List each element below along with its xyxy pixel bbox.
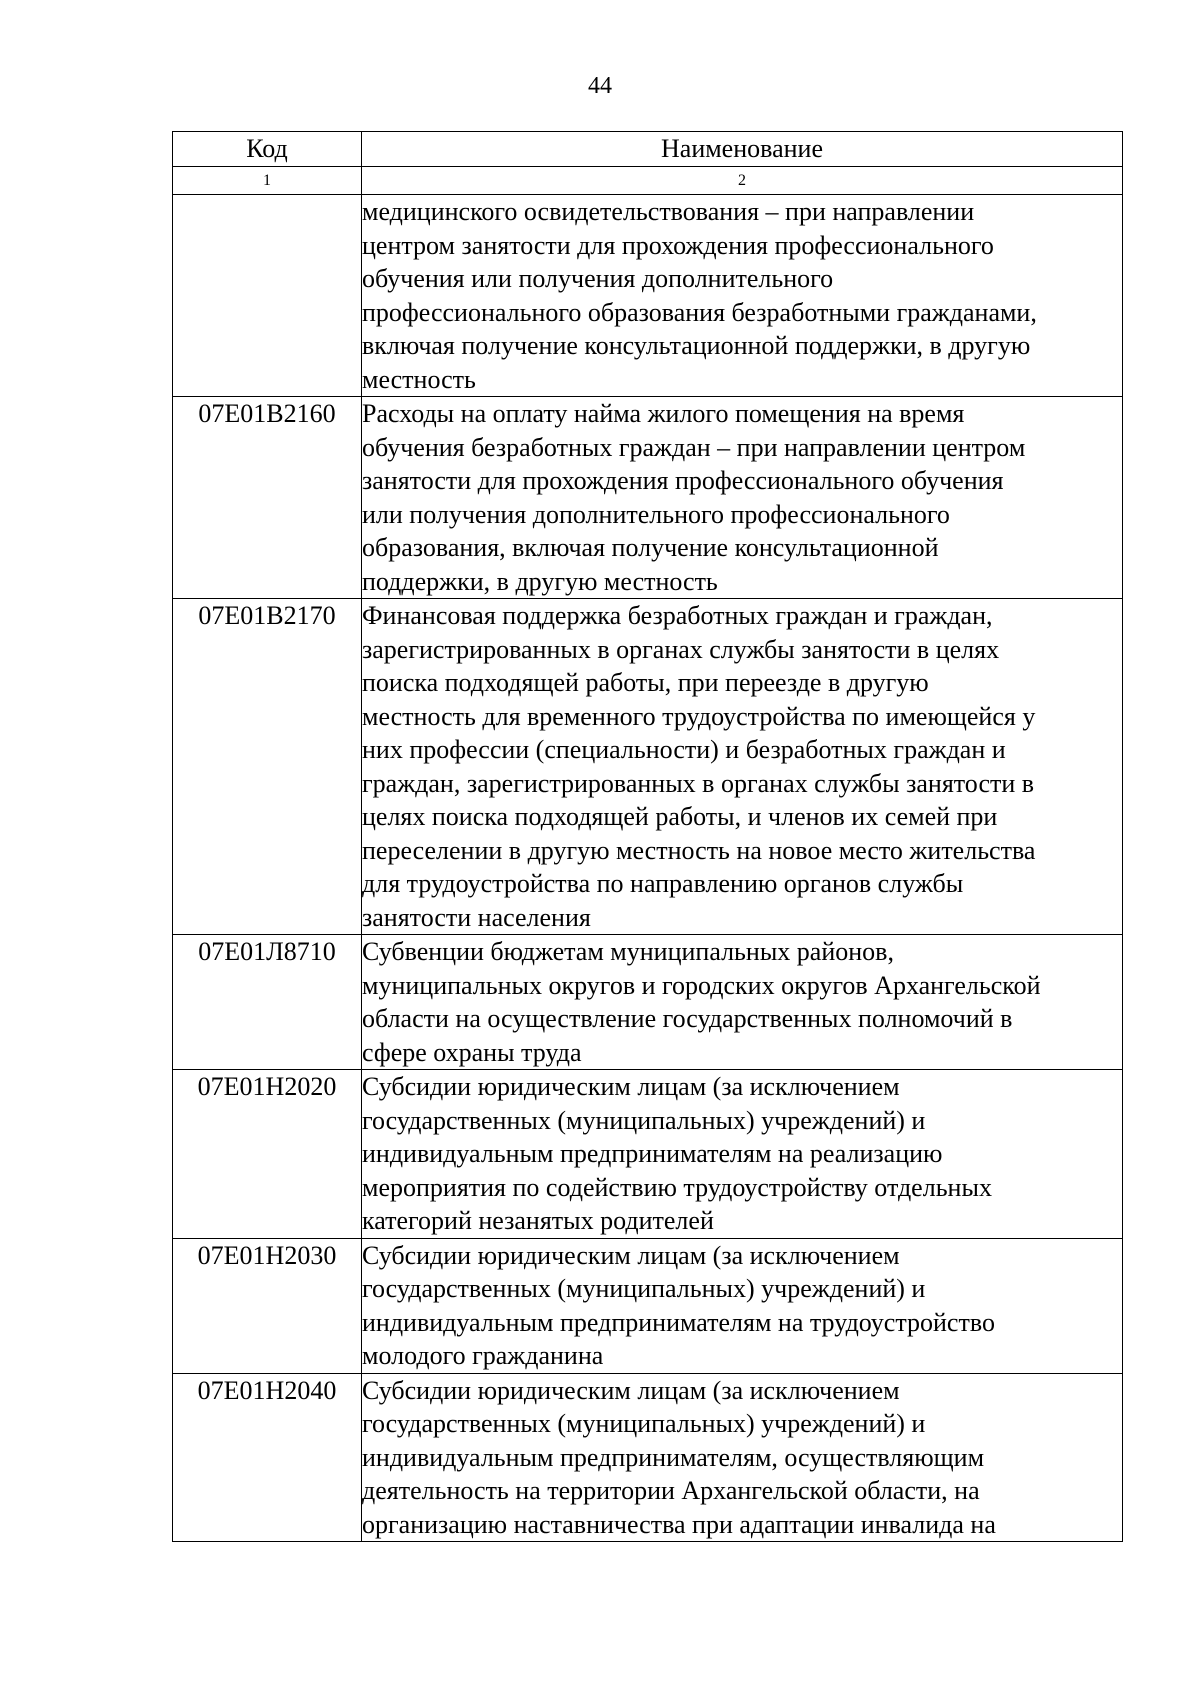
row-name [362,1238,1123,1373]
column-number-code: 1 [173,167,362,195]
row-name-line: деятельность на территории Архангельской области, на [362,1476,980,1505]
table-body [173,195,1123,1542]
table-header [173,132,1123,195]
row-name-line: Субсидии юридическим лицам (за исключением [362,1375,900,1405]
row-name [362,195,1123,397]
row-name-line: индивидуальным предпринимателям, осуществляющим [362,1442,985,1472]
row-name-line: Субсидии юридическим лицам (за исключением [362,1072,900,1101]
row-code [173,195,362,397]
row-name-line: Субсидии юридическим лицам (за исключением [362,1240,900,1270]
row-name-line: поддержки, в другую местность [362,566,718,596]
row-name-line: категорий незанятых родителей [362,1206,714,1235]
row-name-line: Субвенции бюджетам муниципальных районов, [362,937,894,966]
row-name-line: организацию наставничества при адаптации инвалида на [362,1509,996,1539]
row-name-line: занятости населения [362,902,591,932]
row-name-line: или получения дополнительного профессионального [362,499,950,529]
table-row [173,599,1123,935]
row-name-line: переселении в другую местность на новое место жительства [362,835,1036,865]
row-code: 07Е01Н2030 [173,1238,362,1373]
column-number-row [173,167,1123,195]
row-name-line: государственных (муниципальных) учреждений) и [362,1274,926,1303]
row-name-line: государственных (муниципальных) учреждений) и [362,1105,926,1135]
row-name-line: муниципальных округов и городских округов Архангельской [362,970,1041,1000]
row-name-line: целях поиска подходящей работы, и членов их семей при [362,802,998,831]
row-name-line: индивидуальным предпринимателям на трудоустройство [362,1307,995,1337]
column-number-name: 2 [362,167,1123,195]
row-name-line: поиска подходящей работы, при переезде в другую [362,668,929,697]
row-name-line: центром занятости для прохождения профессионального [362,230,994,260]
header-name: Наименование [362,132,1123,167]
row-code: 07Е01Н2040 [173,1373,362,1542]
row-name-line: молодого гражданина [362,1341,604,1370]
budget-codes-table [172,131,1123,1542]
table-row [173,195,1123,397]
table-row [173,935,1123,1070]
table-row [173,397,1123,599]
row-name-line: занятости для прохождения профессионального обучения [362,466,1004,495]
row-name-line: индивидуальным предпринимателям на реализацию [362,1139,943,1168]
row-name-line: области на осуществление государственных полномочий в [362,1004,1013,1033]
row-code: 07Е01Л8710 [173,935,362,1070]
row-name-line: сфере охраны труда [362,1037,582,1067]
row-name-line: мероприятия по содействию трудоустройству отдельных [362,1172,992,1202]
row-code: 07Е01В2160 [173,397,362,599]
row-name-line: обучения безработных граждан – при направлении центром [362,432,1026,462]
row-code: 07Е01Н2020 [173,1070,362,1239]
table-row [173,1373,1123,1542]
row-name [362,599,1123,935]
row-name [362,1373,1123,1542]
table-row [173,1070,1123,1239]
row-name-line: местность для временного трудоустройства по имеющейся у [362,701,1036,731]
row-name-line: обучения или получения дополнительного [362,264,834,293]
row-name-line: граждан, зарегистрированных в органах службы занятости в [362,768,1035,798]
row-name-line: профессионального образования безработными гражданами, [362,297,1037,327]
row-code: 07Е01В2170 [173,599,362,935]
row-name [362,397,1123,599]
header-code: Код [173,132,362,167]
row-name-line: Расходы на оплату найма жилого помещения на время [362,399,965,428]
row-name-line: них профессии (специальности) и безработных граждан и [362,735,1006,764]
header-row [173,132,1123,167]
row-name-line: государственных (муниципальных) учреждений) и [362,1409,926,1438]
row-name-line: Финансовая поддержка безработных граждан и граждан, [362,601,993,630]
row-name-line: включая получение консультационной поддержки, в другую [362,331,1031,360]
row-name-line: образования, включая получение консультационной [362,533,939,562]
row-name-line: медицинского освидетельствования – при направлении [362,197,975,226]
row-name-line: местность [362,364,476,394]
row-name-line: зарегистрированных в органах службы занятости в целях [362,634,1000,664]
row-name [362,935,1123,1070]
page-number: 44 [588,73,612,99]
row-name-line: для трудоустройства по направлению органов службы [362,869,964,898]
row-name [362,1070,1123,1239]
table-row [173,1238,1123,1373]
